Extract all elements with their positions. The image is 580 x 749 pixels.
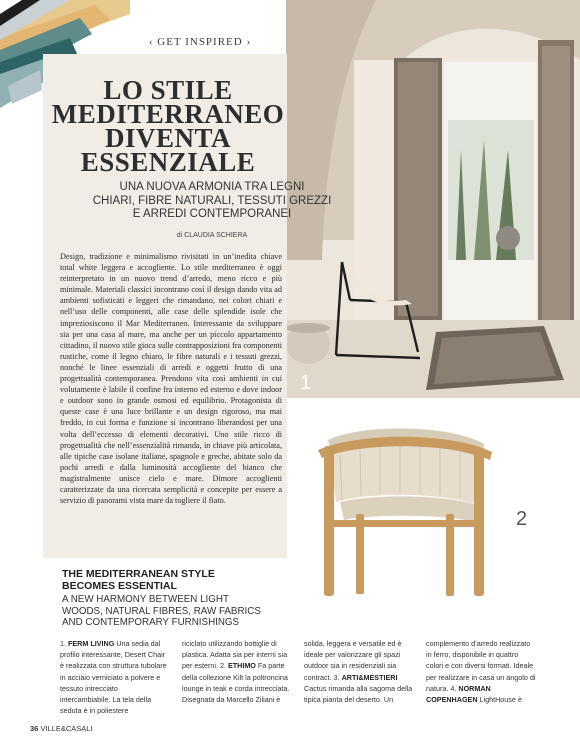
english-title-line: BECOMES ESSENTIAL <box>62 580 177 592</box>
caption-column <box>60 638 170 716</box>
english-standfirst-line: WOODS, NATURAL FIBRES, RAW FABRICS <box>62 605 261 617</box>
title-line: ESSENZIALE <box>80 147 256 177</box>
caption-text: riciclato utilizzando bottiglie di plastica. Adatta sia per interni sia per esterni. 2. <box>182 639 288 671</box>
page-number: 36 <box>30 724 39 733</box>
caption-lead: 1. <box>60 639 68 648</box>
caption-column <box>426 638 536 716</box>
standfirst-line: UNA NUOVA ARMONIA TRA LEGNI <box>119 181 305 193</box>
caption-brand: ETHIMO <box>227 661 256 671</box>
caption-text: complemento d’arredo realizzato in ferro, disponibile in quattro colori e con diversi formati. Ideale per realizzare in casa un angolo di natura. 4. <box>426 639 536 693</box>
product-captions <box>60 638 536 716</box>
lounge-chair-photo <box>300 410 510 610</box>
section-kicker: ‹ GET INSPIRED › <box>148 36 252 48</box>
caption-column <box>182 638 292 716</box>
title-line: DIVENTA <box>104 123 231 153</box>
page-folio <box>30 724 93 733</box>
english-title-line: THE MEDITERRANEAN STYLE <box>62 568 215 580</box>
caption-text: LightHouse è <box>477 695 522 705</box>
english-standfirst <box>62 594 292 629</box>
article-body: Design, tradizione e minimalismo rivisitati in un’inedita chiave total white leggera e accogliente. Lo stile mediterraneo è oggi reinterpretato in un nuovo trend d’arredo, meno ricco e più minimale. Materiali classici incontrano così il design dando vita ad ambienti sofisticati e leggeri che rimandano, nei colori chiari e nell’uso delle componenti, alle case delle splendide isole che impreziosiscono il Mar Mediterraneo. Interessante da sviluppare sia per una casa al mare, ma anche per un piccolo appartamento cittadino, il nuovo stile gioca sulle contrapposizioni fra componenti rustiche, come il legno chiaro, le fibre naturali e i tessuti grezzi, nonché le linee essenziali di arredi e oggetti frutto di una progettualità contemporanea. Prendono vita così ambienti in cui volutamente è labile il confine fra interno ed esterno e dove indoor e outdoor sono in grande osmosi ed equilibrio. Protagonista di queste case è una luce brillante e un design rigoroso, ma mai freddo, in cui forma e funzione si incontrano liberandosi per una volta dell’eccesso di elementi decorativi. Uno stile ricco di progettualità che nell’essenzialità rimanda, in chiave più articolata, alle tipiche case isolane italiane, spagnole e greche, abitate solo da pochi arredi e dalla luminosità accogliente del bianco che magistralmente unisce cielo e mare. Dimore accoglienti caratterizzate da una ricercata semplicità e concepite per essere a servizio di panorami vista mare da togliere il fiato. <box>60 252 282 506</box>
english-standfirst-line: AND CONTEMPORARY FURNISHINGS <box>62 617 240 628</box>
caption-brand: NORMAN COPENHAGEN <box>426 683 491 705</box>
title-line: LO STILE <box>103 75 233 105</box>
article-title <box>50 75 286 177</box>
title-line: MEDITERRANEO <box>51 99 285 129</box>
caption-column <box>304 638 414 716</box>
magazine-name: VILLE&CASALI <box>40 724 93 733</box>
caption-text: Fa parte della collezione Kilt la poltroncina lounge in teak e corda intrecciata. Disegnata da Marcello Ziliani è <box>182 661 290 705</box>
caption-text: solida, leggera e versatile ed è ideale per valorizzare gli spazi outdoor sia in residenziali sia contract. 3. <box>304 639 402 682</box>
photo-number-1: 1 <box>300 372 312 394</box>
caption-text: Una sedia dal profilo interessante, Desert Chair è realizzata con struttura tubolare in acciaio verniciato a polvere e tessuto intrecciato intercambiabile. La tela della seduta è in poliestere <box>60 639 167 716</box>
photo-number-2: 2 <box>516 508 528 530</box>
standfirst-line: CHIARI, FIBRE NATURALI, TESSUTI GREZZI <box>92 194 332 207</box>
caption-text: Cactus rimanda alla sagoma della tipica pianta del deserto. Un <box>304 683 413 705</box>
english-standfirst-line: A NEW HARMONY BETWEEN LIGHT <box>62 594 229 605</box>
english-title <box>62 568 292 592</box>
standfirst-line: E ARREDI CONTEMPORANEI <box>132 208 292 220</box>
caption-brand: FERM LIVING <box>68 639 115 648</box>
article-standfirst <box>52 181 372 222</box>
caption-brand: ARTI&MESTIERI <box>341 672 398 682</box>
byline: di CLAUDIA SCHIERA <box>176 232 248 239</box>
